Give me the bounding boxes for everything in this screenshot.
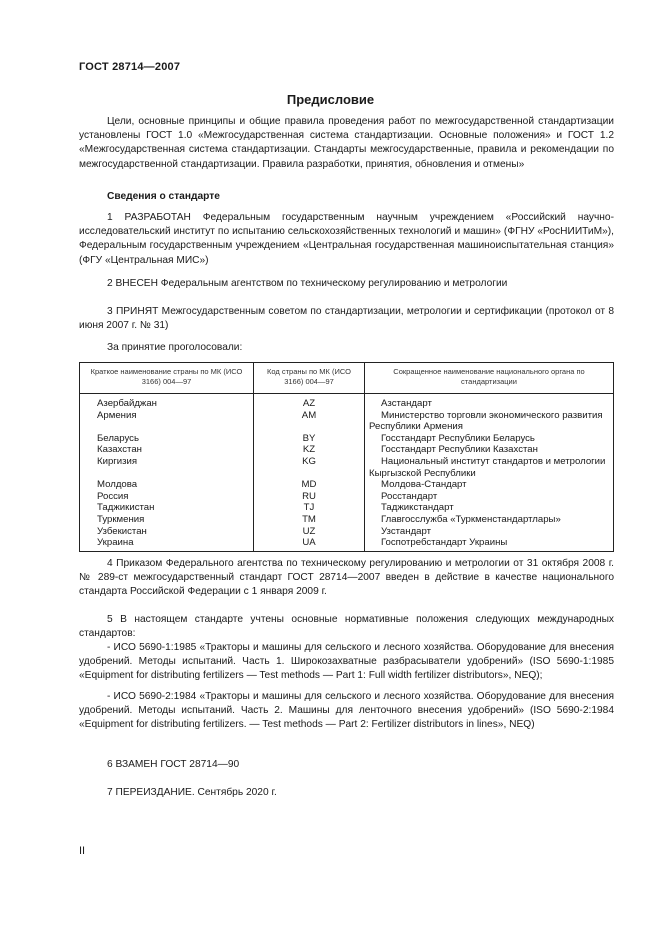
table-row <box>80 537 614 551</box>
item-2-paragraph: 2 ВНЕСЕН Федеральным агентством по техническому регулированию и метрологии <box>107 278 508 289</box>
country-code-cell: RU <box>254 491 365 503</box>
item-4-paragraph: 4 Приказом Федерального агентства по техническому регулированию и метрологии от 31 октября 2008 г. № 289-ст межгосударственный стандарт ГОСТ 28714—2007 введен в действие в качестве национального стандарта Российской Федерации с 1 января 2009 г. <box>79 558 614 598</box>
country-code-cell: UA <box>254 537 365 551</box>
country-name-cell: Туркмения <box>80 514 254 526</box>
voting-table <box>79 362 614 552</box>
country-name-cell: Таджикистан <box>80 502 254 514</box>
organization-cell <box>365 433 614 445</box>
page-number: II <box>79 845 86 857</box>
vote-label: За принятие проголосовали: <box>107 342 243 353</box>
country-name-cell: Армения <box>80 410 254 433</box>
country-code-cell: MD <box>254 479 365 491</box>
intro-paragraph: Цели, основные принципы и общие правила проведения работ по межгосударственной стандартизации установлены ГОСТ 1.0 «Межгосударственная система стандартизации. Основные положения» и ГОСТ 1.2 «Межгосударственная система стандартизации. Стандарты межгосударственные, правила и рекомендации по межгосударственной стандартизации. Правила разработки, принятия, обновления и отмены» <box>79 116 614 170</box>
item-7-paragraph: 7 ПЕРЕИЗДАНИЕ. Сентябрь 2020 г. <box>107 787 277 798</box>
country-name-cell: Узбекистан <box>80 526 254 538</box>
organization-cell <box>365 410 614 433</box>
item-5-paragraph: 5 В настоящем стандарте учтены основные нормативные положения следующих международных стандартов: <box>79 614 614 640</box>
table-row <box>80 479 614 491</box>
column-header-code: Код страны по МК (ИСО 3166) 004—97 <box>254 363 365 394</box>
country-code-cell: UZ <box>254 526 365 538</box>
country-code-cell: AZ <box>254 394 365 410</box>
organization-cell <box>365 394 614 410</box>
organization-name-continued: Республики Армения <box>369 421 463 433</box>
item-1-paragraph: 1 РАЗРАБОТАН Федеральным государственным научным учреждением «Российский научно-исследовательский институт по испытанию сельскохозяйственных технологий и машин» (ФГНУ «РосНИИТиМ»), Федеральным государственным учреждением «Центральная государственная машиноиспытательная станция» (ФГУ «Центральная МИС») <box>79 212 614 266</box>
organization-name: Главгосслужба «Туркменстандартлары» <box>381 513 561 525</box>
country-name-cell: Казахстан <box>80 444 254 456</box>
organization-cell <box>365 444 614 456</box>
country-code-cell: TM <box>254 514 365 526</box>
country-code-cell: AM <box>254 410 365 433</box>
organization-cell <box>365 537 614 551</box>
organization-cell <box>365 514 614 526</box>
item-6-paragraph: 6 ВЗАМЕН ГОСТ 28714—90 <box>107 759 240 770</box>
table-body <box>80 394 614 552</box>
organization-name: Министерство торговли экономического развития <box>381 409 603 421</box>
organization-name: Молдова-Стандарт <box>381 479 467 491</box>
organization-cell <box>365 526 614 538</box>
table-row <box>80 394 614 410</box>
organization-name: Госпотребстандарт Украины <box>381 537 508 549</box>
country-name-cell: Беларусь <box>80 433 254 445</box>
country-name-cell: Молдова <box>80 479 254 491</box>
table-row <box>80 526 614 538</box>
organization-name: Госстандарт Республики Беларусь <box>381 432 535 444</box>
table-row <box>80 502 614 514</box>
organization-cell <box>365 456 614 479</box>
column-header-country: Краткое наименование страны по МК (ИСО 3166) 004—97 <box>80 363 254 394</box>
document-header: ГОСТ 28714—2007 <box>79 61 181 73</box>
table-row <box>80 444 614 456</box>
country-code-cell: KG <box>254 456 365 479</box>
organization-name: Узстандарт <box>381 525 432 537</box>
column-header-organization: Сокращенное наименование национального органа по стандартизации <box>365 363 614 394</box>
organization-name-continued: Кыргызской Республики <box>369 467 476 479</box>
country-name-cell: Киргизия <box>80 456 254 479</box>
organization-name: Госстандарт Республики Казахстан <box>381 444 538 456</box>
organization-name: Росстандарт <box>381 490 438 502</box>
country-code-cell: TJ <box>254 502 365 514</box>
organization-name: Национальный институт стандартов и метрологии <box>381 455 606 467</box>
item-5b-paragraph: - ИСО 5690-2:1984 «Тракторы и машины для сельского и лесного хозяйства. Оборудование для внесения удобрений. Методы испытаний. Часть 2. Машины для ленточного внесения удобрений» (ISO 5690-2:1984 «Equipment for distributing fertilizers. — Test methods — Part 2: Fertilizer distributors in lines», NEQ) <box>79 691 614 731</box>
item-3-paragraph: 3 ПРИНЯТ Межгосударственным советом по стандартизации, метрологии и сертификации (протокол от 8 июня 2007 г. № 31) <box>79 306 614 332</box>
organization-cell <box>365 479 614 491</box>
country-name-cell: Россия <box>80 491 254 503</box>
organization-name: Азстандарт <box>381 398 432 409</box>
page-title: Предисловие <box>286 92 375 107</box>
country-code-cell: KZ <box>254 444 365 456</box>
table-header-row <box>80 363 614 394</box>
country-name-cell: Азербайджан <box>80 394 254 410</box>
table-row <box>80 433 614 445</box>
organization-cell <box>365 502 614 514</box>
section-title: Сведения о стандарте <box>107 191 220 202</box>
item-5a-paragraph: - ИСО 5690-1:1985 «Тракторы и машины для сельского и лесного хозяйства. Оборудование для внесения удобрений. Методы испытаний. Часть 1. Широкозахватные разбрасыватели удобрений» (ISO 5690-1:1985 «Equipment for distributing fertilizers — Test methods — Part 1: Full width fertilizer distributors», NEQ); <box>79 642 614 682</box>
organization-name: Таджикстандарт <box>381 502 454 514</box>
country-code-cell: BY <box>254 433 365 445</box>
country-name-cell: Украина <box>80 537 254 551</box>
table-row <box>80 491 614 503</box>
table-row <box>80 456 614 479</box>
table-row <box>80 514 614 526</box>
organization-cell <box>365 491 614 503</box>
table-row <box>80 410 614 433</box>
